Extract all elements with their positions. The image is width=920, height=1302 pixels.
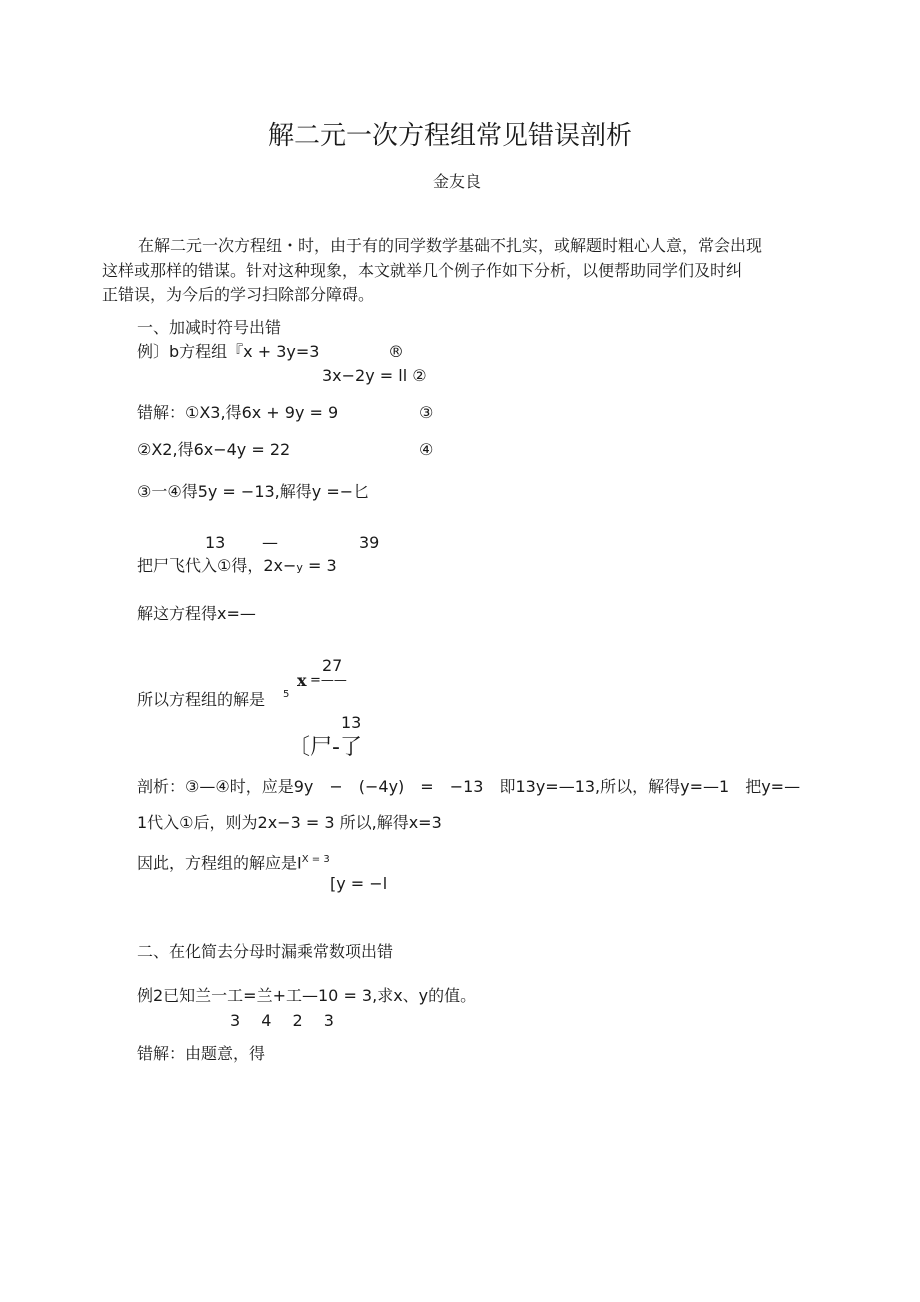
solution-13: 13: [341, 713, 362, 732]
correct-solution: [137, 850, 330, 873]
wrong-step-4: [137, 556, 337, 578]
intro-line-3: 正错误，为今后的学习扫除部分障碍。: [102, 285, 375, 304]
wrong-step-4-main: 把尸飞代入①得，2x−: [137, 556, 297, 575]
author: 金友良: [433, 172, 482, 191]
solution-label: 所以方程组的解是: [137, 690, 266, 709]
example1-eq1: 例〕b方程组『x + 3y=3: [137, 342, 320, 361]
solution-numerator: 27: [322, 656, 343, 675]
fraction-dash: —: [262, 533, 278, 552]
intro-line-1: 在解二元一次方程纽・时，由于有的同学数学基础不扎实，或解题时粗心人意，常会出现: [138, 236, 763, 255]
section1-heading: 一、加减时符号出错: [137, 318, 282, 337]
analysis-line-1: 剖析：③—④时，应是9y − (−4y) = −13 即13y=—13,所以，解得y=—1 把y=—: [137, 777, 801, 796]
fraction-39: 39: [359, 533, 380, 552]
eq-mark-1: ®: [388, 342, 404, 361]
solution-eq: =——: [310, 673, 347, 688]
intro-line-2: 这样或那样的错谋。针对这种现象，本文就举几个例子作如下分析，以便帮助同学们及时纠: [102, 261, 743, 280]
analysis-line-2: 1代入①后，则为2x−3 = 3 所以,解得x=3: [137, 813, 442, 832]
correct-solution-x: X = 3: [301, 854, 330, 865]
wrong-step-4-end: = 3: [302, 556, 337, 575]
wrong-step-1: 错解：①X3,得6x + 9y = 9: [137, 403, 339, 422]
example2: 例2已知兰一工=兰+工—10 = 3,求x、y的值。: [137, 986, 477, 1005]
page-title: 解二元一次方程组常见错误剖析: [268, 121, 633, 151]
section2-wrong-label: 错解：由题意，得: [137, 1044, 266, 1063]
eq-mark-3: ③: [419, 403, 434, 422]
solution-x: x: [297, 671, 307, 690]
wrong-step-4-sub: y: [296, 561, 303, 574]
wrong-step-5: 解这方程得x=—: [137, 604, 256, 623]
correct-solution-label: 因此，方程组的解应是I: [137, 853, 302, 873]
wrong-step-3: ③一④得5y = −13,解得y =−匕: [137, 482, 370, 501]
fraction-numerator: 13: [205, 533, 226, 552]
solution-small: 5: [283, 689, 290, 700]
correct-solution-y: [y = −l: [330, 874, 388, 893]
solution-y: 〔尸-了: [288, 735, 362, 760]
example2-denominators: 3 4 2 3: [230, 1011, 334, 1030]
wrong-step-2: ②X2,得6x−4y = 22: [137, 440, 291, 459]
section2-heading: 二、在化简去分母时漏乘常数项出错: [137, 942, 394, 961]
example1-eq2: 3x−2y = ll ②: [322, 366, 427, 385]
eq-mark-4: ④: [419, 440, 434, 459]
